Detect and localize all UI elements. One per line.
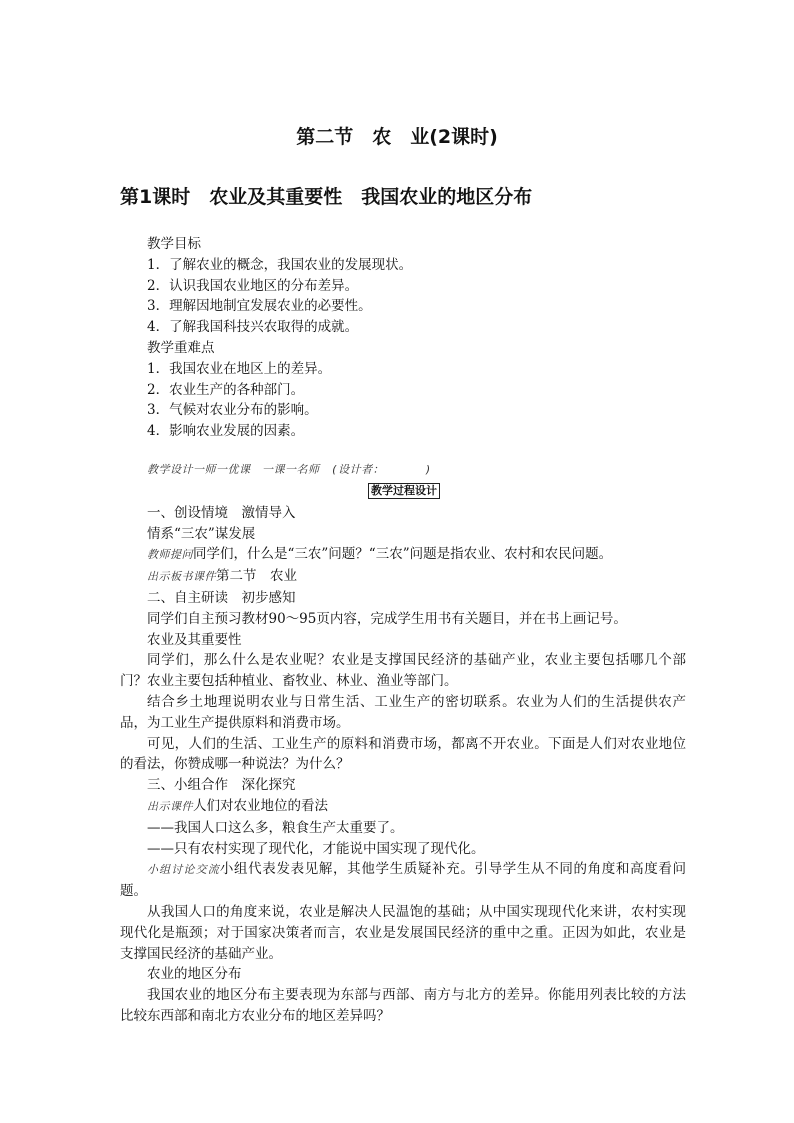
view-item: ——只有农村实现了现代化，才能说中国实现了现代化。 xyxy=(147,840,485,857)
key-point-item: 3．气候对农业分布的影响。 xyxy=(147,402,318,419)
section2-heading: 二、自主研读 初步感知 xyxy=(147,589,296,606)
objective-item: 4．了解我国科技兴农取得的成就。 xyxy=(147,319,359,336)
topic-distribution: 农业的地区分布 xyxy=(147,966,242,983)
key-point-item: 1．我国农业在地区上的差异。 xyxy=(147,360,332,377)
key-point-item: 4．影响农业发展的因素。 xyxy=(147,423,305,440)
design-process-label: 教学过程设计 xyxy=(368,483,440,499)
paragraph: 我国农业的地区分布主要表现为东部与西部、南方与北方的差异。你能用列表比较的方法比较东西部和南北方农业分布的地区差异吗？ xyxy=(120,987,686,1024)
design-process-row xyxy=(120,481,686,503)
show-courseware-tag: 出示课件 xyxy=(147,799,193,813)
paragraph: 从我国人口的角度来说，农业是解决人民温饱的基础；从中国实现现代化来讲，农村实现现代化是瓶颈；对于国家决策者而言，农业是发展国民经济的重中之重。正因为如此，农业是支撑国民经济的基础产业。 xyxy=(120,903,686,962)
teacher-question-tag: 教师提问 xyxy=(147,548,193,562)
show-board-tag: 出示板书课件 xyxy=(147,570,216,584)
teacher-question xyxy=(120,544,686,566)
group-discussion xyxy=(120,859,686,902)
show-courseware xyxy=(120,796,686,818)
design-note: 教学设计一师一优课 一课一名师 (设计者： ) xyxy=(147,462,432,476)
document-body xyxy=(120,234,686,1027)
section1-subheading: 情系“三农”谋发展 xyxy=(147,525,256,542)
paragraph: 可见，人们的生活、工业生产的原料和消费市场，都离不开农业。下面是人们对农业地位的看法，你赞成哪一种说法？为什么？ xyxy=(120,735,686,773)
objective-item: 2．认识我国农业地区的分布差异。 xyxy=(147,277,359,294)
section-title: 第二节 农 业(2课时) xyxy=(296,126,498,148)
group-discussion-text: 小组代表发表见解，其他学生质疑补充。引导学生从不同的角度和高度看问题。 xyxy=(120,861,687,900)
paragraph: 同学们，那么什么是农业呢？农业是支撑国民经济的基础产业，农业主要包括哪几个部门？农业主要包括种植业、畜牧业、林业、渔业等部门。 xyxy=(120,652,686,690)
lesson-title: 第1课时 农业及其重要性 我国农业的地区分布 xyxy=(120,186,533,208)
objective-item: 1．了解农业的概念，我国农业的发展现状。 xyxy=(147,256,413,273)
objective-item: 3．理解因地制宜发展农业的必要性。 xyxy=(147,298,372,315)
show-board-text: 第二节 农业 xyxy=(216,568,297,585)
objectives-heading: 教学目标 xyxy=(147,236,201,252)
teacher-question-text: 同学们，什么是“三农”问题？“三农”问题是指农业、农村和农民问题。 xyxy=(193,546,613,563)
preview-instruction: 同学们自主预习教材90～95页内容，完成学生用书有关题目，并在书上画记号。 xyxy=(147,610,627,627)
section3-heading: 三、小组合作 深化探究 xyxy=(147,777,296,794)
view-item: ——我国人口这么多，粮食生产太重要了。 xyxy=(147,819,404,836)
key-point-item: 2．农业生产的各种部门。 xyxy=(147,381,305,398)
section1-heading: 一、创设情境 激情导入 xyxy=(147,504,296,521)
paragraph: 结合乡土地理说明农业与日常生活、工业生产的密切联系。农业为人们的生活提供农产品，为工业生产提供原料和消费市场。 xyxy=(120,693,686,731)
topic-importance: 农业及其重要性 xyxy=(147,631,242,648)
group-discussion-tag: 小组讨论交流 xyxy=(147,863,220,877)
key-points-heading: 教学重难点 xyxy=(147,339,215,356)
show-courseware-text: 人们对农业地位的看法 xyxy=(193,797,328,814)
show-board xyxy=(120,566,686,588)
